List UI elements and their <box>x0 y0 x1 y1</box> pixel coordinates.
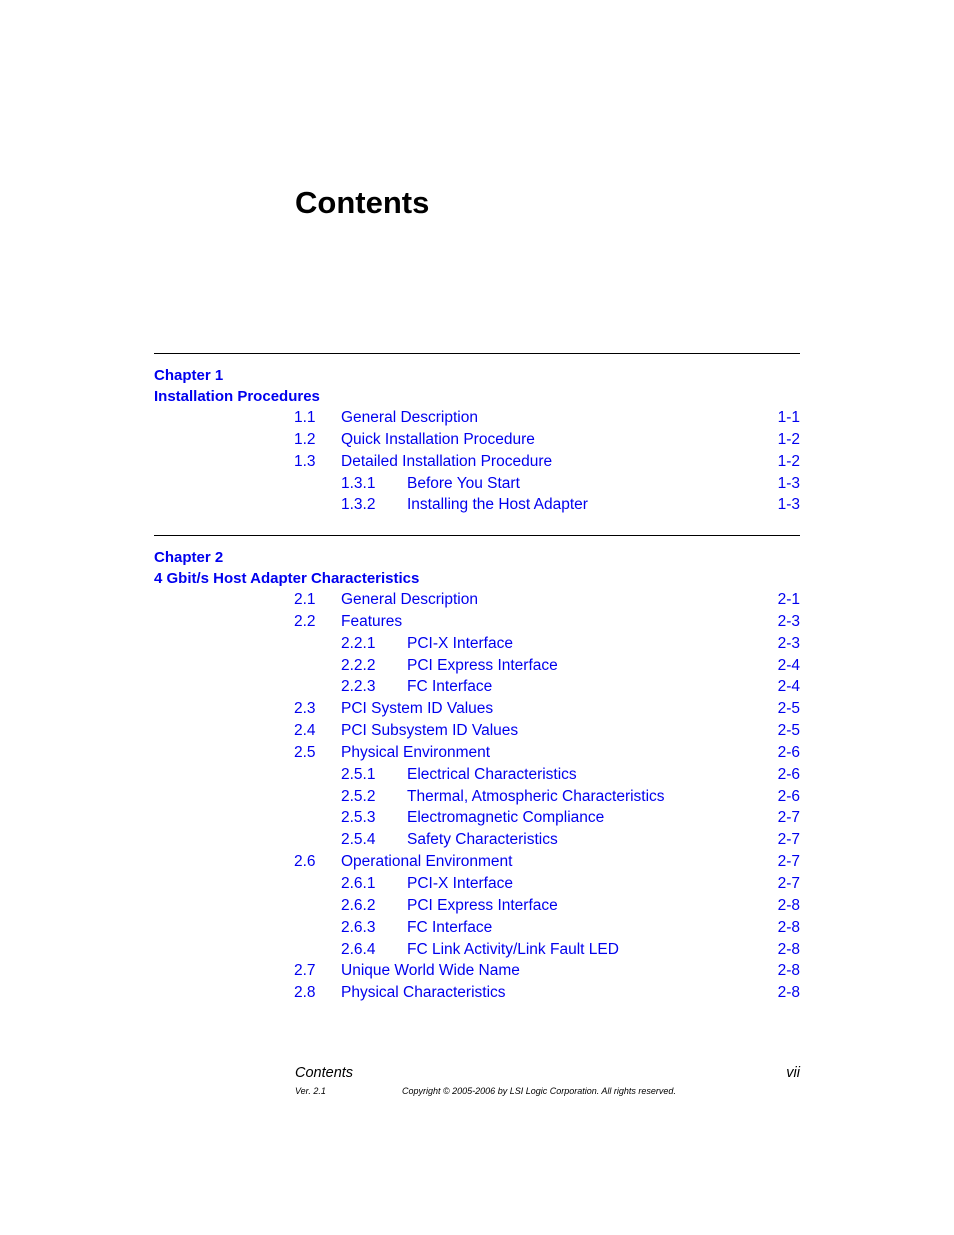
toc-entry-title: Installing the Host Adapter <box>407 496 588 514</box>
toc-entry-title: PCI-X Interface <box>407 874 513 892</box>
toc-entry[interactable] <box>154 960 800 982</box>
toc-entry-page: 2-6 <box>777 743 800 761</box>
toc-entry-title: PCI Express Interface <box>407 896 558 914</box>
chapter-2-entries <box>154 589 800 1004</box>
toc-entry[interactable] <box>154 407 800 429</box>
toc-entry[interactable] <box>154 873 800 895</box>
toc-entry-number: 2.2.3 <box>341 678 376 696</box>
toc-entry-title: Quick Installation Procedure <box>341 430 535 448</box>
toc-entry-title: PCI Express Interface <box>407 656 558 674</box>
toc-entry-page: 2-8 <box>777 984 800 1002</box>
footer-section-name: Contents <box>295 1065 354 1081</box>
toc-entry[interactable] <box>154 473 800 495</box>
toc-entry-number: 2.1 <box>294 591 316 608</box>
toc-entry-number: 2.6.1 <box>341 874 376 892</box>
toc-entry-page: 2-4 <box>777 656 800 674</box>
chapter-divider <box>154 535 800 536</box>
chapter-1-heading-link[interactable] <box>154 366 800 407</box>
toc-entry-number: 2.5.2 <box>341 787 376 805</box>
toc-entry-page: 1-3 <box>777 496 800 514</box>
toc-entry-page: 2-3 <box>777 634 800 652</box>
toc-entry-number: 2.6.3 <box>341 918 376 936</box>
toc-entry[interactable] <box>154 429 800 451</box>
chapter-label: Chapter 2 <box>154 549 224 566</box>
chapter-1-section <box>154 353 800 516</box>
toc-entry[interactable] <box>154 676 800 698</box>
chapter-label: Chapter 1 <box>154 367 224 384</box>
footer-version: Ver. 2.1 <box>295 1086 326 1096</box>
toc-entry-number: 2.8 <box>294 984 316 1002</box>
toc-entry-number: 2.5 <box>294 743 316 761</box>
toc-entry[interactable] <box>154 917 800 939</box>
toc-entry-title: Operational Environment <box>341 853 513 871</box>
toc-entry-title: General Description <box>341 409 478 426</box>
chapter-2-section <box>154 535 800 1004</box>
toc-entry-page: 2-5 <box>777 700 800 718</box>
toc-entry-number: 1.2 <box>294 430 316 448</box>
toc-entry[interactable] <box>154 851 800 873</box>
toc-entry-title: Electromagnetic Compliance <box>407 809 605 827</box>
toc-entry-page: 1-1 <box>777 409 800 426</box>
toc-entry-title: Features <box>341 612 403 630</box>
toc-entry[interactable] <box>154 895 800 917</box>
toc-entry-page: 2-7 <box>777 809 800 827</box>
toc-entry-number: 1.3 <box>294 452 316 470</box>
toc-entry-page: 1-2 <box>777 452 800 470</box>
toc-entry-number: 1.3.1 <box>341 474 376 492</box>
toc-entry-page: 2-8 <box>777 940 800 958</box>
toc-entry-page: 2-8 <box>777 896 800 914</box>
toc-entry-page: 2-3 <box>777 612 800 630</box>
toc-entry[interactable] <box>154 829 800 851</box>
toc-entry-number: 2.4 <box>294 722 316 740</box>
toc-entry[interactable] <box>154 589 800 611</box>
footer-copyright: Copyright © 2005-2006 by LSI Logic Corporation. All rights reserved. <box>402 1086 676 1096</box>
toc-entry-title: PCI-X Interface <box>407 634 513 652</box>
toc-entry-page: 2-8 <box>777 918 800 936</box>
toc-entry-page: 2-6 <box>777 787 800 805</box>
toc-entry-title: Unique World Wide Name <box>341 962 520 980</box>
toc-entry[interactable] <box>154 698 800 720</box>
toc-entry-number: 2.5.1 <box>341 765 376 783</box>
toc-entry-number: 2.3 <box>294 700 316 718</box>
page-title: Contents <box>295 185 430 220</box>
toc-entry-page: 2-1 <box>777 591 800 608</box>
toc-entry[interactable] <box>154 451 800 473</box>
toc-entry-title: General Description <box>341 591 478 608</box>
chapter-divider <box>154 353 800 354</box>
toc-entry[interactable] <box>154 807 800 829</box>
toc-entry[interactable] <box>154 786 800 808</box>
chapter-1-entries <box>154 407 800 516</box>
toc-entry-title: Before You Start <box>407 474 520 492</box>
toc-entry-number: 2.6.4 <box>341 940 376 958</box>
toc-entry[interactable] <box>154 939 800 961</box>
toc-entry[interactable] <box>154 633 800 655</box>
toc-entry-number: 1.3.2 <box>341 496 376 514</box>
toc-entry[interactable] <box>154 982 800 1004</box>
footer-page-number: vii <box>786 1065 800 1081</box>
toc-entry-title: Safety Characteristics <box>407 831 558 849</box>
toc-entry-number: 2.2.1 <box>341 634 376 652</box>
chapter-title: 4 Gbit/s Host Adapter Characteristics <box>154 569 420 587</box>
toc-entry-page: 1-2 <box>777 430 800 448</box>
toc-entry-page: 2-5 <box>777 722 800 740</box>
toc-entry-title: FC Interface <box>407 678 493 696</box>
toc-entry-title: Physical Environment <box>341 743 491 761</box>
toc-entry-page: 1-3 <box>777 474 800 492</box>
toc-entry[interactable] <box>154 655 800 677</box>
toc-entry-page: 2-6 <box>777 765 800 783</box>
toc-entry[interactable] <box>154 720 800 742</box>
toc-entry-page: 2-4 <box>777 678 800 696</box>
toc-entry-number: 1.1 <box>294 409 316 426</box>
toc-entry-page: 2-7 <box>777 853 800 871</box>
toc-entry-title: Thermal, Atmospheric Characteristics <box>407 787 665 805</box>
toc-entry-number: 2.6.2 <box>341 896 376 914</box>
toc-entry[interactable] <box>154 494 800 516</box>
toc-entry-number: 2.6 <box>294 853 316 871</box>
toc-entry[interactable] <box>154 742 800 764</box>
toc-entry-number: 2.5.4 <box>341 831 376 849</box>
toc-entry-title: PCI System ID Values <box>341 700 494 718</box>
toc-entry-title: Electrical Characteristics <box>407 765 577 783</box>
toc-entry-title: PCI Subsystem ID Values <box>341 722 519 740</box>
chapter-title: Installation Procedures <box>154 387 320 405</box>
toc-entry-title: FC Interface <box>407 918 493 936</box>
toc-entry-number: 2.7 <box>294 962 316 980</box>
chapter-2-heading-link[interactable] <box>154 548 800 589</box>
toc-entry-title: Physical Characteristics <box>341 984 506 1002</box>
toc-entry-page: 2-7 <box>777 831 800 849</box>
toc-entry-title: FC Link Activity/Link Fault LED <box>407 940 619 958</box>
toc-entry[interactable] <box>154 764 800 786</box>
toc-entry-title: Detailed Installation Procedure <box>341 452 553 470</box>
toc-entry-page: 2-8 <box>777 962 800 980</box>
toc-entry-number: 2.2 <box>294 612 316 630</box>
toc-entry[interactable] <box>154 611 800 633</box>
toc-entry-page: 2-7 <box>777 874 800 892</box>
toc-entry-number: 2.2.2 <box>341 656 376 674</box>
toc-entry-number: 2.5.3 <box>341 809 376 827</box>
